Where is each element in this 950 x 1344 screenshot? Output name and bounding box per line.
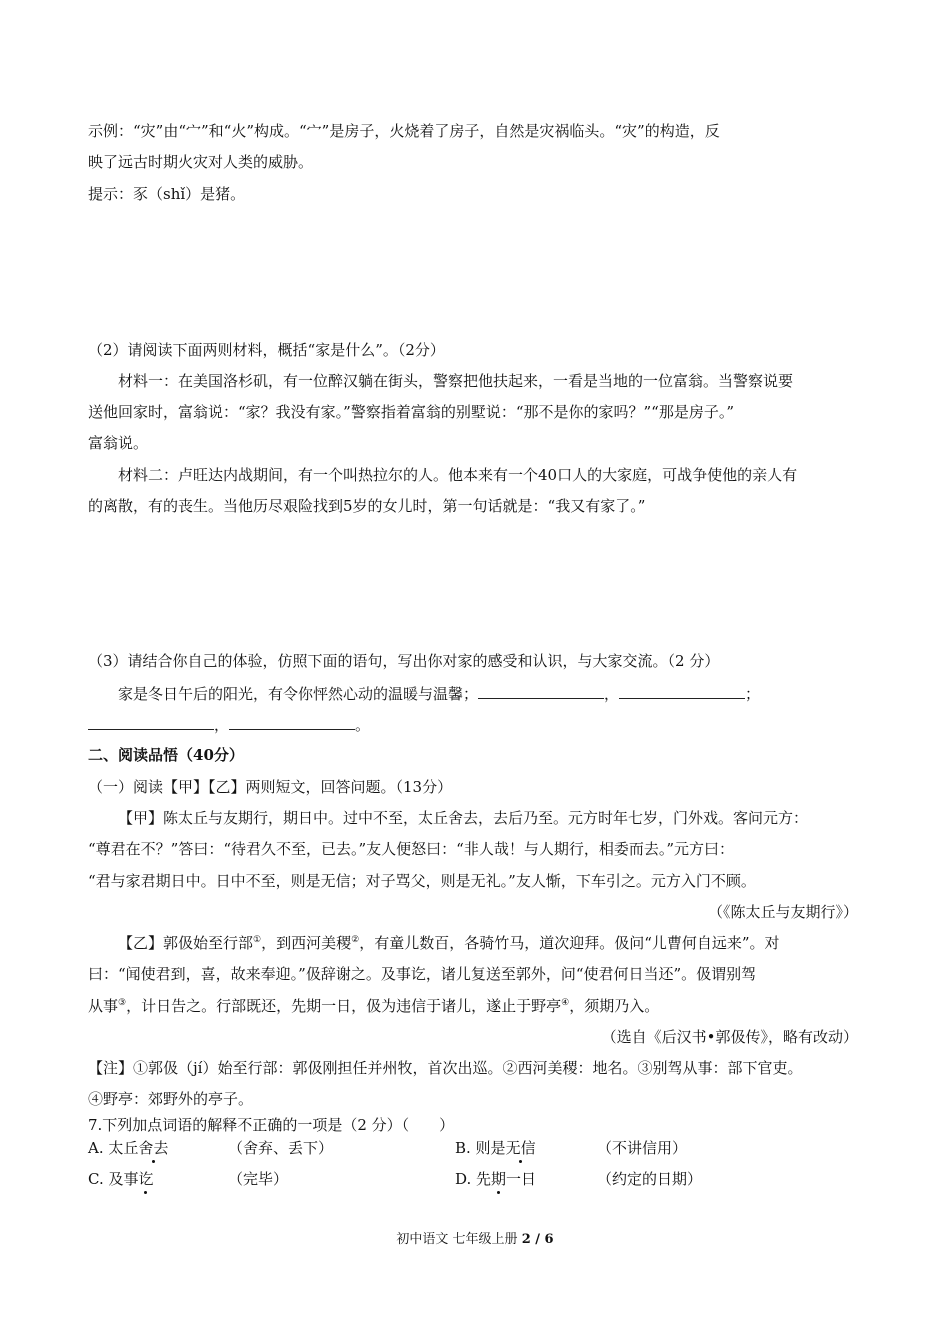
yi-text-3c: ，须期乃入。 <box>569 997 660 1015</box>
option-a[interactable] <box>88 1138 168 1158</box>
q3-comma-2: ， <box>214 716 230 734</box>
option-c-prefix: C. 及事 <box>88 1170 139 1188</box>
example-hint: 提示：豕（shǐ）是猪。 <box>88 185 246 203</box>
jia-line-3: “君与家君期日中。日中不至，则是无信；对子骂父，则是无礼。”友人惭，下车引之。元方入门不顾。 <box>88 872 756 890</box>
yi-text-1c: ，有童儿数百，各骑竹马，道次迎拜。伋问“儿曹何自远来”。对 <box>359 934 780 952</box>
option-a-prefix: A. 太丘 <box>88 1139 139 1157</box>
q3-line-1 <box>118 683 760 704</box>
option-d-prefix: D. 先 <box>455 1170 492 1188</box>
yi-text-3b: ，计日告之。行部既还，先期一日，伋为违信于诸儿，遂止于野亭 <box>126 997 562 1015</box>
q3-prompt: 家是冬日午后的阳光，有令你怦然心动的温暖与温馨； <box>118 685 479 703</box>
footnote-ref-2: ② <box>351 935 360 945</box>
section-2-title: 二、阅读品悟（40分） <box>88 746 244 764</box>
page-number: 2 / 6 <box>521 1232 554 1247</box>
notes-line-2: ④野亭：郊野外的亭子。 <box>88 1090 254 1108</box>
option-b-prefix: B. 则是 <box>455 1139 506 1157</box>
answer-blank-1[interactable] <box>478 683 604 699</box>
jia-line-2: “尊君在不？”答曰：“待君久不至，已去。”友人便怒曰：“非人哉！与人期行，相委而去。”元方曰： <box>88 840 735 858</box>
jia-source: （《陈太丘与友期行》） <box>707 903 858 921</box>
q3-line-2 <box>88 714 370 735</box>
footnote-ref-4: ④ <box>561 998 570 1008</box>
yi-line-1 <box>118 933 780 953</box>
q3-semicolon: ； <box>745 685 761 703</box>
option-b[interactable] <box>455 1138 536 1158</box>
answer-blank-3[interactable] <box>88 714 214 730</box>
answer-blank-2[interactable] <box>619 683 745 699</box>
option-c-meaning: （完毕） <box>228 1170 289 1188</box>
footnote-ref-3: ③ <box>118 998 127 1008</box>
material-2-line-1: 材料二：卢旺达内战期间，有一个叫热拉尔的人。他本来有一个40口人的大家庭，可战争使他的亲人有 <box>118 466 798 484</box>
part-1-title: （一）阅读【甲】【乙】两则短文，回答问题。（13分） <box>88 778 453 796</box>
option-a-dotted-word: 舍去 <box>138 1139 169 1157</box>
q3-title: （3）请结合你自己的体验，仿照下面的语句，写出你对家的感受和认识，与大家交流。（2 分） <box>88 652 720 670</box>
option-a-meaning: （舍弃、丢下） <box>228 1139 334 1157</box>
example-line-2: 映了远古时期火灾对人类的威胁。 <box>88 153 314 171</box>
option-b-dotted-word: 无信 <box>505 1139 536 1157</box>
yi-line-2: 曰：“闻使君到，喜，故来奉迎。”伋辞谢之。及事讫，诸儿复送至郭外，问“使君何日当还”。伋谓别驾 <box>88 965 757 983</box>
option-c-dotted-word: 讫 <box>138 1170 154 1188</box>
notes-line-1: 【注】①郭伋（jí）始至行部：郭伋刚担任并州牧，首次出巡。②西河美稷：地名。③别驾从事：部下官吏。 <box>88 1059 803 1077</box>
material-1-line-3: 富翁说。 <box>88 434 149 452</box>
yi-text-1a: 【乙】郭伋始至行部 <box>118 934 254 952</box>
material-1-line-2: 送他回家时，富翁说：“家？我没有家。”警察指着富翁的别墅说：“那不是你的家吗？”“那是房子。” <box>88 403 735 421</box>
material-1-line-1: 材料一：在美国洛杉矶，有一位醉汉躺在街头，警察把他扶起来，一看是当地的一位富翁。当警察说要 <box>118 372 794 390</box>
option-d[interactable] <box>455 1169 536 1189</box>
yi-text-1b: ，到西河美稷 <box>261 934 352 952</box>
example-line-1: 示例：“灾”由“宀”和“火”构成。“宀”是房子，火烧着了房子，自然是灾祸临头。“灾”的构造，反 <box>88 122 720 140</box>
yi-text-3a: 从事 <box>88 997 119 1015</box>
option-d-suffix: 一日 <box>506 1170 537 1188</box>
footer-course: 初中语文 七年级上册 <box>396 1232 522 1247</box>
q3-comma-1: ， <box>604 685 620 703</box>
page-footer <box>0 1231 950 1249</box>
option-b-meaning: （不讲信用） <box>597 1139 688 1157</box>
yi-source: （选自《后汉书•郭伋传》，略有改动） <box>601 1028 858 1046</box>
yi-line-3 <box>88 996 659 1016</box>
jia-line-1: 【甲】陈太丘与友期行，期日中。过中不至，太丘舍去，去后乃至。元方时年七岁，门外戏。客问元方： <box>118 809 809 827</box>
option-c[interactable] <box>88 1169 154 1189</box>
q3-period: 。 <box>355 716 371 734</box>
option-d-dotted-word: 期 <box>491 1170 507 1188</box>
option-d-meaning: （约定的日期） <box>597 1170 703 1188</box>
q2-title: （2）请阅读下面两则材料，概括“家是什么”。（2分） <box>88 341 445 359</box>
q7-title: 7.下列加点词语的解释不正确的一项是（2 分）（ ） <box>88 1116 455 1134</box>
material-2-line-2: 的离散，有的丧生。当他历尽艰险找到5岁的女儿时，第一句话就是：“我又有家了。” <box>88 497 646 515</box>
footnote-ref-1: ① <box>253 935 262 945</box>
answer-blank-4[interactable] <box>229 714 355 730</box>
